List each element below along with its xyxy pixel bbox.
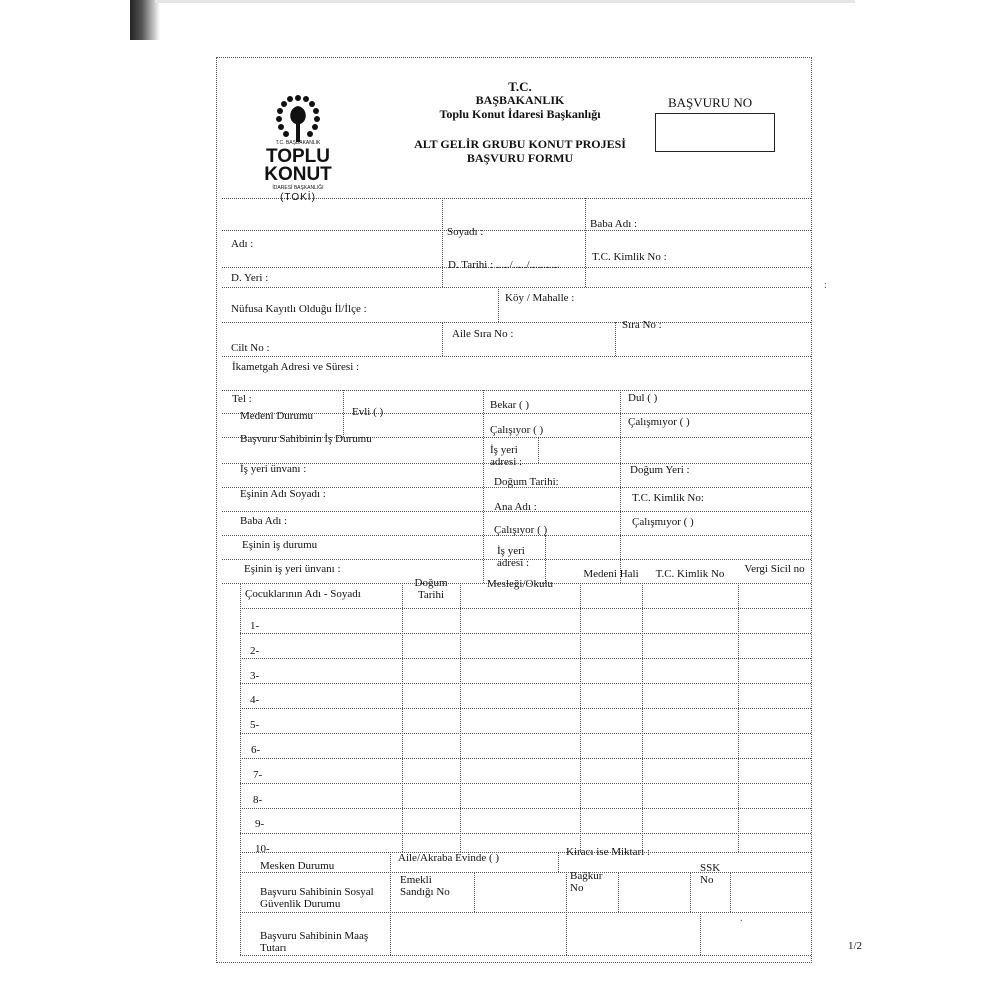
children-header-marital: Medeni Hali	[583, 568, 639, 580]
child-row-7: 7-	[253, 769, 263, 781]
label-isyeri2-1: İş yeri	[497, 545, 525, 557]
label-esin-isyeri: Eşinin iş yeri ünvanı :	[244, 563, 341, 575]
logo-line1: TOPLU	[265, 146, 331, 167]
child-row-6: 6-	[251, 744, 261, 756]
label-is-durumu: Başvuru Sahibinin İş Durumu	[240, 433, 372, 445]
child-row-3: 3-	[250, 670, 260, 682]
label-ssk: SSK No	[700, 862, 721, 886]
scan-speck: :	[824, 280, 827, 291]
child-row-5: 5-	[250, 719, 260, 731]
child-row-1: 1-	[250, 620, 260, 632]
label-soyadi: Soyadı :	[447, 226, 484, 238]
label-dogum-tarihi: Doğum Tarihi:	[494, 476, 559, 488]
label-medeni: Medeni Durumu	[240, 410, 314, 422]
label-emekli: Emekli Sandığı No	[400, 874, 450, 898]
label-dogum-yeri: Doğum Yeri :	[630, 464, 690, 476]
children-header-job: Mesleği/Okulu	[487, 578, 553, 590]
children-header-tc: T.C. Kimlik No	[655, 568, 725, 580]
label-ikametgah: İkametgah Adresi ve Süresi :	[232, 361, 360, 373]
label-nufus: Nüfusa Kayıtlı Olduğu İl/İlçe :	[231, 303, 367, 315]
label-baba-adi: Baba Adı :	[590, 218, 638, 230]
header-form: BAŞVURU FORMU	[466, 151, 574, 165]
children-header-name: Çocuklarının Adı - Soyadı	[245, 588, 361, 600]
label-tc-kimlik: T.C. Kimlik No :	[592, 251, 667, 263]
logo-abbr: (TOKİ)	[280, 192, 316, 203]
application-no-label: BAŞVURU NO	[668, 95, 753, 110]
header-project: ALT GELİR GRUBU KONUT PROJESİ	[414, 137, 626, 151]
logo-sub-text: İDARESİ BAŞKANLIĞI	[272, 185, 324, 191]
option-calisiyor-2[interactable]: Çalışıyor ( )	[494, 524, 548, 536]
label-d-tarihi: D. Tarihi : ...../...../...........	[448, 259, 560, 271]
child-row-9: 9-	[255, 818, 265, 830]
children-header-tax: Vergi Sicil no	[744, 563, 805, 575]
header-tc: T.C.	[508, 79, 532, 94]
label-d-yeri: D. Yeri :	[231, 272, 269, 284]
label-aile-sira: Aile Sıra No :	[452, 328, 514, 340]
children-header-dob: Doğum Tarihi	[414, 577, 448, 601]
label-koy: Köy / Mahalle :	[505, 292, 575, 304]
option-evli[interactable]: Evli ( )	[352, 406, 384, 418]
label-maas: Başvuru Sahibinin Maaş Tutarı	[260, 930, 369, 954]
page-number: 1/2	[848, 940, 863, 952]
child-row-4: 4-	[250, 694, 260, 706]
logo-line2: KONUT	[264, 164, 332, 185]
header-ministry: BAŞBAKANLIK	[475, 93, 565, 107]
label-esin-is: Eşinin iş durumu	[242, 539, 318, 551]
scan-border	[155, 0, 855, 3]
label-isyeri-unvani: İş yeri ünvanı :	[240, 463, 307, 475]
label-cilt: Cilt No :	[231, 342, 270, 354]
label-isyeri-adresi-1: İş yeri	[490, 444, 518, 456]
scan-shadow	[130, 0, 160, 40]
header-agency: Toplu Konut İdaresi Başkanlığı	[439, 107, 601, 121]
option-calismiyor[interactable]: Çalışmıyor ( )	[628, 416, 690, 428]
logo-top-text: T.C. BAŞBAKANLIK	[275, 140, 321, 146]
option-calismiyor-2[interactable]: Çalışmıyor ( )	[632, 516, 694, 528]
child-row-2: 2-	[250, 645, 260, 657]
option-bekar[interactable]: Bekar ( )	[490, 399, 530, 411]
label-baba-adi-2: Baba Adı :	[240, 515, 288, 527]
label-bagkur: Bağkur No	[570, 870, 603, 894]
label-esin-adi: Eşinin Adı Soyadı :	[240, 488, 326, 500]
label-isyeri-adresi-2: adresi :	[490, 456, 523, 468]
label-sosyal: Başvuru Sahibinin Sosyal Güvenlik Durumu	[260, 886, 374, 910]
option-aile-akraba[interactable]: Aile/Akraba Evinde ( )	[398, 852, 500, 864]
label-tel: Tel :	[232, 393, 252, 405]
option-calisiyor[interactable]: Çalışıyor ( )	[490, 424, 544, 436]
option-dul[interactable]: Dul ( )	[628, 392, 658, 404]
child-row-10: 10-	[255, 843, 270, 855]
label-tc-kimlik-2: T.C. Kimlik No:	[632, 492, 704, 504]
label-isyeri2-2: adresi :	[497, 557, 530, 569]
label-kiraci: Kiracı ise Miktarı :	[566, 846, 651, 858]
label-adi: Adı :	[231, 238, 254, 250]
child-row-8: 8-	[253, 794, 263, 806]
scan-speck: .	[740, 913, 743, 924]
label-sira: Sıra No :	[622, 319, 662, 331]
label-mesken: Mesken Durumu	[260, 860, 335, 872]
label-ana-adi: Ana Adı :	[494, 501, 537, 513]
